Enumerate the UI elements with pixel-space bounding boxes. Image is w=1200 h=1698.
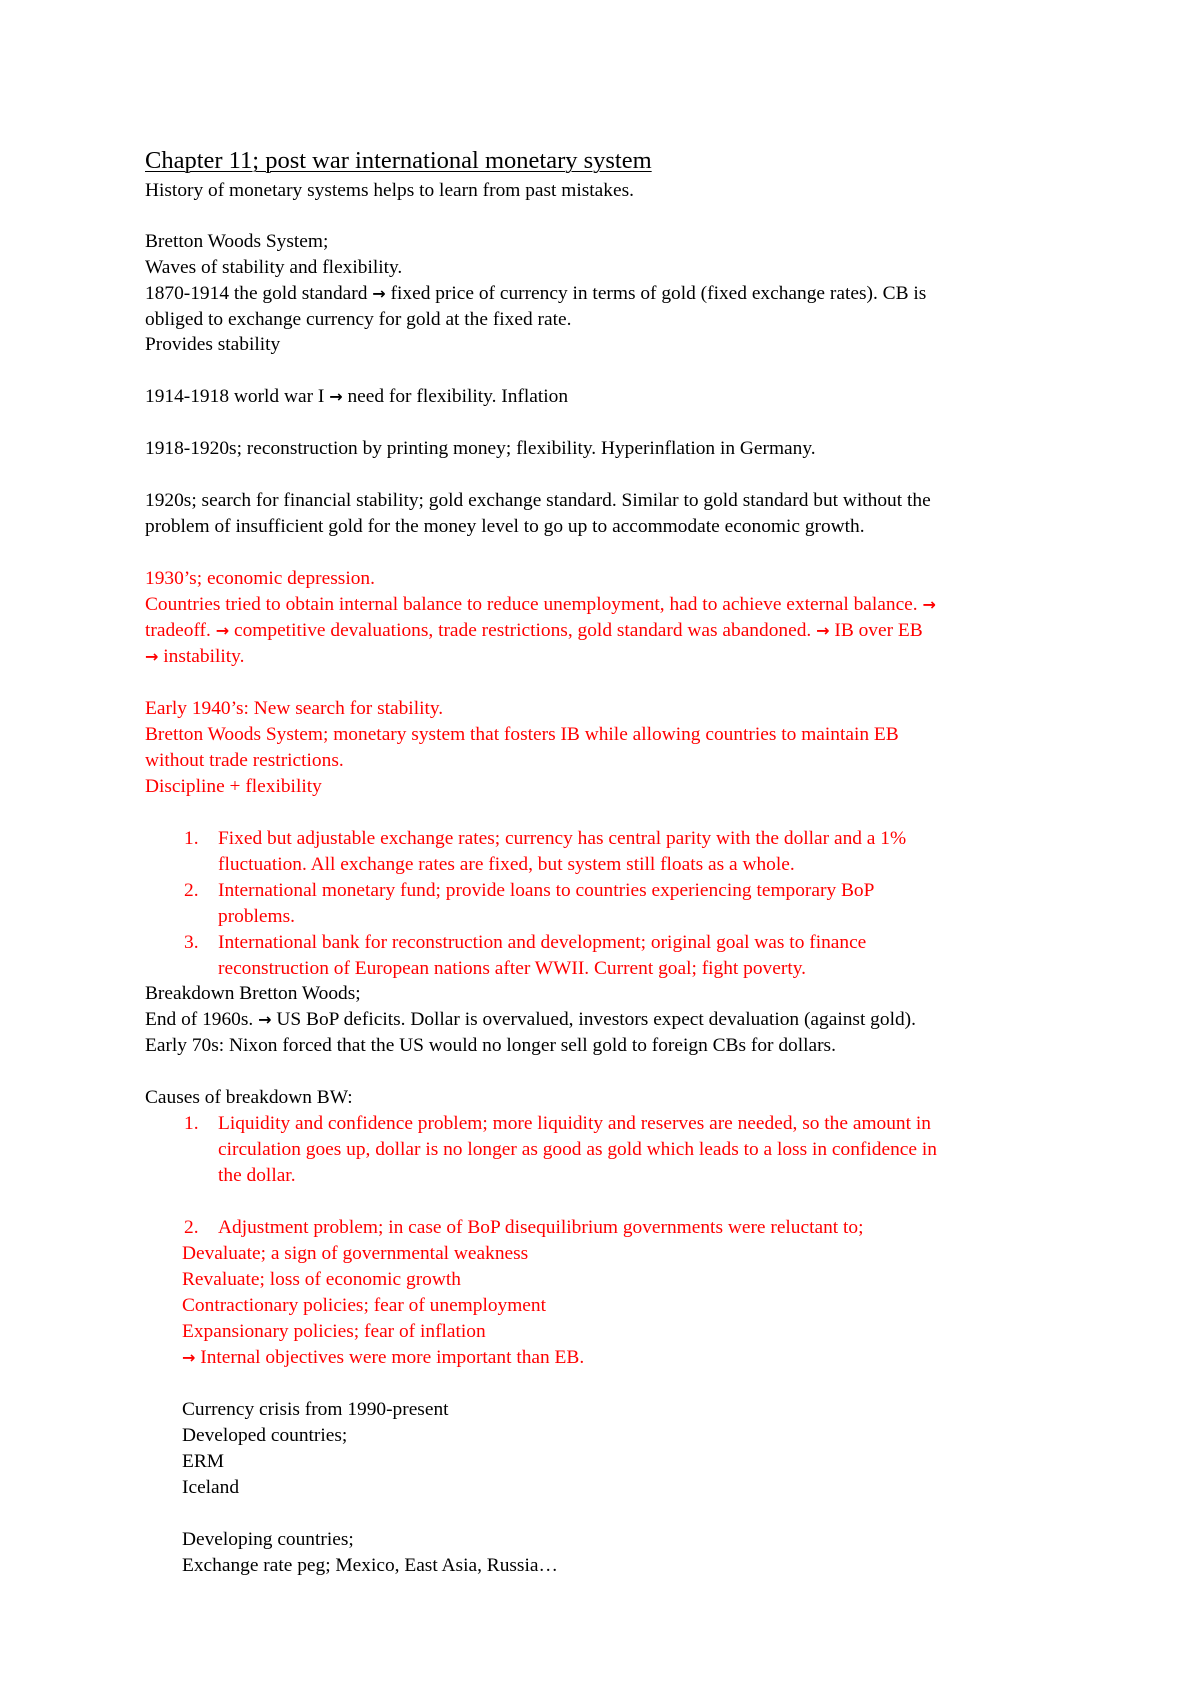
gold-exchange-line: 1920s; search for financial stability; gold exchange standard. Similar to gold standard but without the	[145, 490, 931, 511]
early-1940s-line-1: Bretton Woods System; monetary system that fosters IB while allowing countries to maintain EB	[145, 724, 899, 745]
list-item-1-cont: fluctuation. All exchange rates are fixed, but system still floats as a whole.	[218, 854, 795, 875]
end-1960s-text: End of 1960s.	[145, 1009, 254, 1030]
gold-standard-desc: fixed price of currency in terms of gold (fixed exchange rates). CB is	[390, 283, 927, 304]
depression-line-3	[145, 644, 244, 670]
list-item-1: Fixed but adjustable exchange rates; currency has central parity with the dollar and a 1%	[218, 828, 907, 849]
cause-item-2-devaluate: Devaluate; a sign of governmental weakness	[182, 1243, 529, 1264]
cause-item-2-expansionary: Expansionary policies; fear of inflation	[182, 1321, 486, 1342]
ww1-label: 1914-1918 world war I	[145, 386, 325, 407]
depression-line-2	[145, 618, 923, 644]
depression-text: Countries tried to obtain internal balance to reduce unemployment, had to achieve external balance.	[145, 594, 918, 615]
cause-item-1-cont: circulation goes up, dollar is no longer as good as gold which leads to a loss in confidence in	[218, 1139, 937, 1160]
depression-heading: 1930’s; economic depression.	[145, 568, 375, 589]
list-number: 2.	[184, 1217, 199, 1238]
cause-item-2-contractionary: Contractionary policies; fear of unemployment	[182, 1295, 547, 1316]
right-arrow-icon: →	[372, 284, 386, 303]
gold-standard-desc-cont: obliged to exchange currency for gold at the fixed rate.	[145, 309, 572, 330]
list-number: 3.	[184, 932, 199, 953]
list-item-3-cont: reconstruction of European nations after WWII. Current goal; fight poverty.	[218, 958, 806, 979]
devaluation-text: competitive devaluations, trade restrictions, gold standard was abandoned.	[234, 620, 812, 641]
gold-standard-label: 1870-1914 the gold standard	[145, 283, 368, 304]
developed-countries: Developed countries;	[182, 1425, 348, 1446]
depression-line-1	[145, 592, 936, 618]
right-arrow-icon: →	[922, 595, 936, 614]
right-arrow-icon: →	[329, 387, 343, 406]
right-arrow-icon: →	[182, 1348, 196, 1367]
ib-over-eb-text: IB over EB	[834, 620, 923, 641]
ww1-line	[145, 384, 568, 410]
list-item-2-cont: problems.	[218, 906, 296, 927]
reconstruction-line: 1918-1920s; reconstruction by printing money; flexibility. Hyperinflation in Germany.	[145, 438, 816, 459]
instability-text: instability.	[163, 646, 245, 667]
iceland-text: Iceland	[182, 1477, 240, 1498]
ww1-desc: need for flexibility. Inflation	[347, 386, 569, 407]
right-arrow-icon: →	[816, 621, 830, 640]
right-arrow-icon: →	[258, 1010, 272, 1029]
gold-exchange-line-cont: problem of insufficient gold for the money level to go up to accommodate economic growth.	[145, 516, 865, 537]
list-number: 1.	[184, 1113, 199, 1134]
cause-item-2: Adjustment problem; in case of BoP disequilibrium governments were reluctant to;	[218, 1217, 864, 1238]
developing-countries: Developing countries;	[182, 1529, 354, 1550]
bop-deficits-text: US BoP deficits. Dollar is overvalued, investors expect devaluation (against gold).	[276, 1009, 916, 1030]
tradeoff-text: tradeoff.	[145, 620, 211, 641]
list-number: 1.	[184, 828, 199, 849]
intro-text: History of monetary systems helps to learn from past mistakes.	[145, 180, 634, 201]
cause-item-2-conclusion	[182, 1345, 584, 1371]
cause-item-1-cont-2: the dollar.	[218, 1165, 296, 1186]
right-arrow-icon: →	[215, 621, 230, 640]
currency-crisis-heading: Currency crisis from 1990-present	[182, 1399, 449, 1420]
exchange-rate-peg: Exchange rate peg; Mexico, East Asia, Russia…	[182, 1555, 558, 1576]
list-item-3: International bank for reconstruction and development; original goal was to finance	[218, 932, 867, 953]
cause-item-2-revaluate: Revaluate; loss of economic growth	[182, 1269, 461, 1290]
waves-text: Waves of stability and flexibility.	[145, 257, 403, 278]
breakdown-line-1	[145, 1007, 916, 1033]
gold-standard-line	[145, 281, 926, 307]
list-number: 2.	[184, 880, 199, 901]
early-1940s-heading: Early 1940’s: New search for stability.	[145, 698, 444, 719]
gold-standard-stability: Provides stability	[145, 334, 281, 355]
right-arrow-icon: →	[145, 647, 159, 666]
erm-text: ERM	[182, 1451, 225, 1472]
internal-objectives-text: Internal objectives were more important than EB.	[200, 1347, 585, 1368]
breakdown-line-2: Early 70s: Nixon forced that the US would no longer sell gold to foreign CBs for dollars.	[145, 1035, 836, 1056]
causes-heading: Causes of breakdown BW:	[145, 1087, 353, 1108]
early-1940s-line-3: Discipline + flexibility	[145, 776, 322, 797]
list-item-2: International monetary fund; provide loans to countries experiencing temporary BoP	[218, 880, 875, 901]
breakdown-heading: Breakdown Bretton Woods;	[145, 983, 361, 1004]
early-1940s-line-2: without trade restrictions.	[145, 750, 344, 771]
bw-heading: Bretton Woods System;	[145, 231, 329, 252]
page-title: Chapter 11; post war international monetary system	[145, 147, 652, 174]
cause-item-1: Liquidity and confidence problem; more liquidity and reserves are needed, so the amount in	[218, 1113, 931, 1134]
